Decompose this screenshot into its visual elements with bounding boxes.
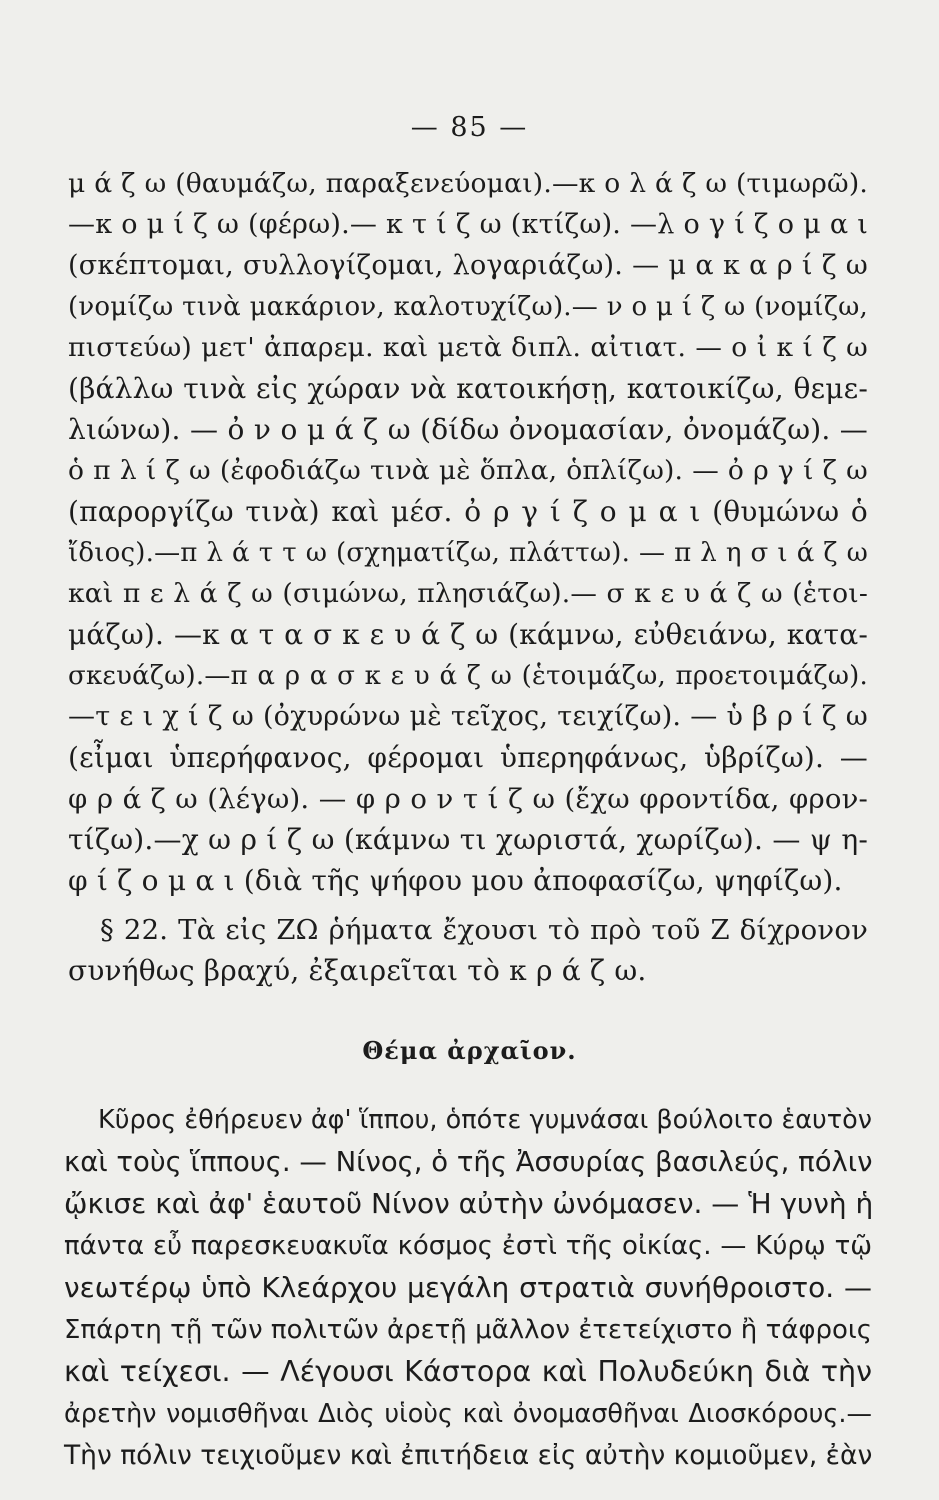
- text-line: φ ί ζ ο μ α ι (διὰ τῆς ψήφου μου ἀποφασίζω, ψηφίζω).: [68, 864, 843, 897]
- section-22-line: § 22. Τὰ εἰς ΖΩ ῥήματα ἔχουσι τὸ πρὸ τοῦ Ζ δίχρονον: [100, 914, 868, 946]
- text-line: (σκέπτομαι, συλλογίζομαι, λογαριάζω). — μ α κ α ρ ί ζ ω: [68, 250, 868, 281]
- text-line: καὶ π ε λ ά ζ ω (σιμώνω, πλησιάζω).— σ κ ε υ ά ζ ω (ἑτοι-: [68, 578, 868, 609]
- text-line: μ ά ζ ω (θαυμάζω, παραξενεύομαι).—κ ο λ ά ζ ω (τιμωρῶ).: [68, 168, 868, 199]
- text-line: (βάλλω τινὰ εἰς χώραν νὰ κατοικήσῃ, κατοικίζω, θεμε-: [68, 372, 868, 405]
- exercise-line: πάντα εὖ παρεσκευακυῖα κόσμος ἐστὶ τῆς οἰκίας. — Κύρῳ τῷ: [64, 1231, 872, 1261]
- text-line: τίζω).—χ ω ρ ί ζ ω (κάμνω τι χωριστά, χωρίζω). — ψ η-: [68, 823, 868, 856]
- text-line: —τ ε ι χ ί ζ ω (ὀχυρώνω μὲ τεῖχος, τειχίζω). — ὑ β ρ ί ζ ω: [68, 701, 868, 732]
- page-number: — 85 —: [410, 112, 529, 143]
- text-line: (παροργίζω τινὰ) καὶ μέσ. ὀ ρ γ ί ζ ο μ α ι (θυμώνω ὁ: [68, 495, 868, 528]
- text-line: σκευάζω).—π α ρ α σ κ ε υ ά ζ ω (ἑτοιμάζω, προετοιμάζω).: [68, 661, 868, 691]
- text-line: (νομίζω τινὰ μακάριον, καλοτυχίζω).— ν ο μ ί ζ ω (νομίζω,: [68, 292, 868, 322]
- text-line: λιώνω). — ὀ ν ο μ ά ζ ω (δίδω ὀνομασίαν, ὀνομάζω). —: [68, 413, 868, 446]
- text-line: πιστεύω) μετ' ἀπαρεμ. καὶ μετὰ διπλ. αἰτιατ. — ο ἰ κ ί ζ ω: [68, 332, 868, 363]
- text-line: μάζω). —κ α τ α σ κ ε υ ά ζ ω (κάμνω, εὐθειάνω, κατα-: [68, 618, 868, 651]
- exercise-line: ἀρετὴν νομισθῆναι Διὸς υἱοὺς καὶ ὀνομασθῆναι Διοσκόρους.—: [64, 1399, 872, 1429]
- exercise-line: καὶ τείχεσι. — Λέγουσι Κάστορα καὶ Πολυδεύκη διὰ τὴν: [64, 1355, 872, 1388]
- exercise-line: Κῦρος ἐθήρευεν ἀφ' ἵππου, ὁπότε γυμνάσαι βούλοιτο ἑαυτὸν: [98, 1105, 872, 1135]
- text-line: ὁ π λ ί ζ ω (ἐφοδιάζω τινὰ μὲ ὅπλα, ὁπλίζω). — ὀ ρ γ ί ζ ω: [68, 455, 868, 486]
- text-line: (εἶμαι ὑπερήφανος, φέρομαι ὑπερηφάνως, ὑβρίζω). —: [68, 741, 868, 774]
- exercise-line: καὶ τοὺς ἵππους. — Νίνος, ὁ τῆς Ἀσσυρίας βασιλεύς, πόλιν: [64, 1146, 873, 1178]
- text-line: φ ρ ά ζ ω (λέγω). — φ ρ ο ν τ ί ζ ω (ἔχω φροντίδα, φρον-: [68, 783, 868, 815]
- text-line: ἴδιος).—π λ ά τ τ ω (σχηματίζω, πλάττω). — π λ η σ ι ά ζ ω: [68, 538, 868, 568]
- exercise-line: Σπάρτη τῇ τῶν πολιτῶν ἀρετῇ μᾶλλον ἐτετείχιστο ἢ τάφροις: [64, 1315, 872, 1345]
- section-22-line: συνήθως βραχύ, ἐξαιρεῖται τὸ κ ρ ά ζ ω.: [68, 954, 647, 987]
- exercise-line: ᾤκισε καὶ ἀφ' ἑαυτοῦ Νίνον αὐτὴν ὠνόμασεν. — Ἡ γυνὴ ἡ: [64, 1187, 874, 1220]
- text-line: —κ ο μ ί ζ ω (φέρω).— κ τ ί ζ ω (κτίζω). —λ ο γ ί ζ ο μ α ι: [68, 209, 868, 240]
- exercise-line: Τὴν πόλιν τειχιοῦμεν καὶ ἐπιτήδεια εἰς αὐτὴν κομιοῦμεν, ἐὰν: [64, 1440, 873, 1471]
- exercise-line: νεωτέρῳ ὑπὸ Κλεάρχου μεγάλη στρατιὰ συνήθροιστο. —: [64, 1271, 872, 1304]
- section-heading: Θέμα ἀρχαῖον.: [362, 1036, 577, 1065]
